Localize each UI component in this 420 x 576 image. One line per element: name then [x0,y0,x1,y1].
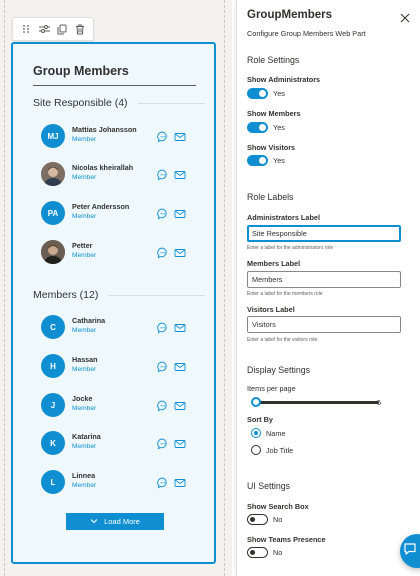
chat-bubble-icon [403,542,417,561]
admin-label-title: Administrators Label [247,213,320,222]
teams-presence-toggle[interactable] [247,547,268,558]
member-card [41,162,201,188]
mail-icon[interactable] [174,130,186,142]
show-members-state: Yes [273,123,285,132]
group-title-role-labels: Role Labels [247,192,294,202]
mail-icon[interactable] [174,246,186,258]
mail-icon[interactable] [174,476,186,488]
member-role: Member [72,366,97,373]
member-role: Member [72,136,97,143]
sort-name-radio[interactable] [251,428,261,438]
chat-icon[interactable] [157,476,169,488]
mail-icon[interactable] [174,360,186,372]
search-box-toggle[interactable] [247,514,268,525]
member-card [41,315,201,341]
member-name[interactable]: Jocke [72,394,93,403]
member-role: Member [72,482,97,489]
avatar[interactable]: PA [41,201,65,225]
member-name[interactable]: Hassan [72,355,98,364]
group-members-webpart[interactable] [11,42,216,564]
drag-handle-icon[interactable] [18,21,34,37]
sort-job-title-radio[interactable] [251,445,261,455]
webpart-toolbar [12,17,94,41]
group-title-role-settings: Role Settings [247,55,300,65]
member-role: Member [72,213,97,220]
canvas-edge-right [224,0,225,576]
load-more-label: Load More [104,517,140,526]
members-label-input[interactable] [247,271,401,288]
member-name[interactable]: Nicolas kheirallah [72,163,134,172]
copy-icon[interactable] [54,21,70,37]
property-pane [236,0,420,576]
mail-icon[interactable] [174,399,186,411]
pane-title: GroupMembers [247,9,332,21]
chat-icon[interactable] [157,130,169,142]
member-card [41,240,201,266]
avatar[interactable]: MJ [41,124,65,148]
avatar[interactable]: L [41,470,65,494]
member-card [41,201,201,227]
member-card [41,470,201,496]
section-title: Members (12) [33,289,99,301]
mail-icon[interactable] [174,437,186,449]
canvas-edge-left [4,0,5,576]
items-per-page-slider-track[interactable] [255,401,379,404]
chat-icon[interactable] [157,399,169,411]
chat-icon[interactable] [157,360,169,372]
chat-icon[interactable] [157,437,169,449]
member-name[interactable]: Catharina [72,316,106,325]
show-members-toggle[interactable] [247,122,268,133]
visitors-label-title: Visitors Label [247,305,295,314]
member-card [41,124,201,150]
avatar-photo[interactable] [41,240,65,264]
group-title-ui-settings: UI Settings [247,481,291,491]
items-per-page-slider-thumb[interactable] [251,397,261,407]
items-per-page-value: 5 [377,398,382,407]
show-visitors-toggle[interactable] [247,155,268,166]
load-more-button[interactable] [66,513,164,530]
title-divider [33,85,196,86]
show-members-label: Show Members [247,109,301,118]
member-name[interactable]: Mattias Johansson [72,125,137,134]
chevron-down-icon [90,517,98,526]
show-admins-toggle[interactable] [247,88,268,99]
group-title-display-settings: Display Settings [247,365,311,375]
teams-presence-label: Show Teams Presence [247,535,326,544]
show-admins-state: Yes [273,89,285,98]
avatar[interactable]: K [41,431,65,455]
mail-icon[interactable] [174,207,186,219]
members-label-helper: Enter a label for the members role [247,291,323,297]
member-name[interactable]: Petter [72,241,93,250]
pane-description: Configure Group Members Web Part [247,29,366,38]
chat-icon[interactable] [157,168,169,180]
section-title: Site Responsible (4) [33,97,128,109]
admin-label-helper: Enter a label for the administrators role [247,245,334,251]
show-visitors-state: Yes [273,156,285,165]
avatar[interactable]: H [41,354,65,378]
members-label-title: Members Label [247,259,301,268]
member-name[interactable]: Linnea [72,471,96,480]
delete-icon[interactable] [72,21,88,37]
mail-icon[interactable] [174,168,186,180]
search-box-label: Show Search Box [247,502,309,511]
member-card [41,431,201,457]
avatar[interactable]: C [41,315,65,339]
section-divider [108,295,205,296]
member-role: Member [72,443,97,450]
show-visitors-label: Show Visitors [247,143,296,152]
chat-icon[interactable] [157,207,169,219]
teams-presence-state: No [273,548,283,557]
member-name[interactable]: Peter Andersson [72,202,130,211]
member-role: Member [72,405,97,412]
sort-name-label[interactable]: Name [266,429,286,438]
member-role: Member [72,252,97,259]
avatar-photo[interactable] [41,162,65,186]
chat-icon[interactable] [157,321,169,333]
admin-label-input[interactable] [247,225,401,242]
member-role: Member [72,327,97,334]
member-role: Member [72,174,97,181]
show-admins-label: Show Administrators [247,75,321,84]
mail-icon[interactable] [174,321,186,333]
chat-icon[interactable] [157,246,169,258]
items-per-page-label: Items per page [247,384,296,393]
search-box-state: No [273,515,283,524]
visitors-label-input[interactable] [247,316,401,333]
section-header-members [33,289,205,301]
member-card [41,354,201,380]
close-icon[interactable] [400,10,410,20]
member-name[interactable]: Katarina [72,432,101,441]
section-header-site-responsible [33,97,205,109]
webpart-title: Group Members [33,64,129,78]
section-divider [138,103,205,104]
avatar[interactable]: J [41,393,65,417]
sort-job-title-label[interactable]: Job Title [266,446,294,455]
member-card [41,393,201,419]
visitors-label-helper: Enter a label for the visitors role [247,337,318,343]
sort-by-label: Sort By [247,415,273,424]
settings-sliders-icon[interactable] [36,21,52,37]
